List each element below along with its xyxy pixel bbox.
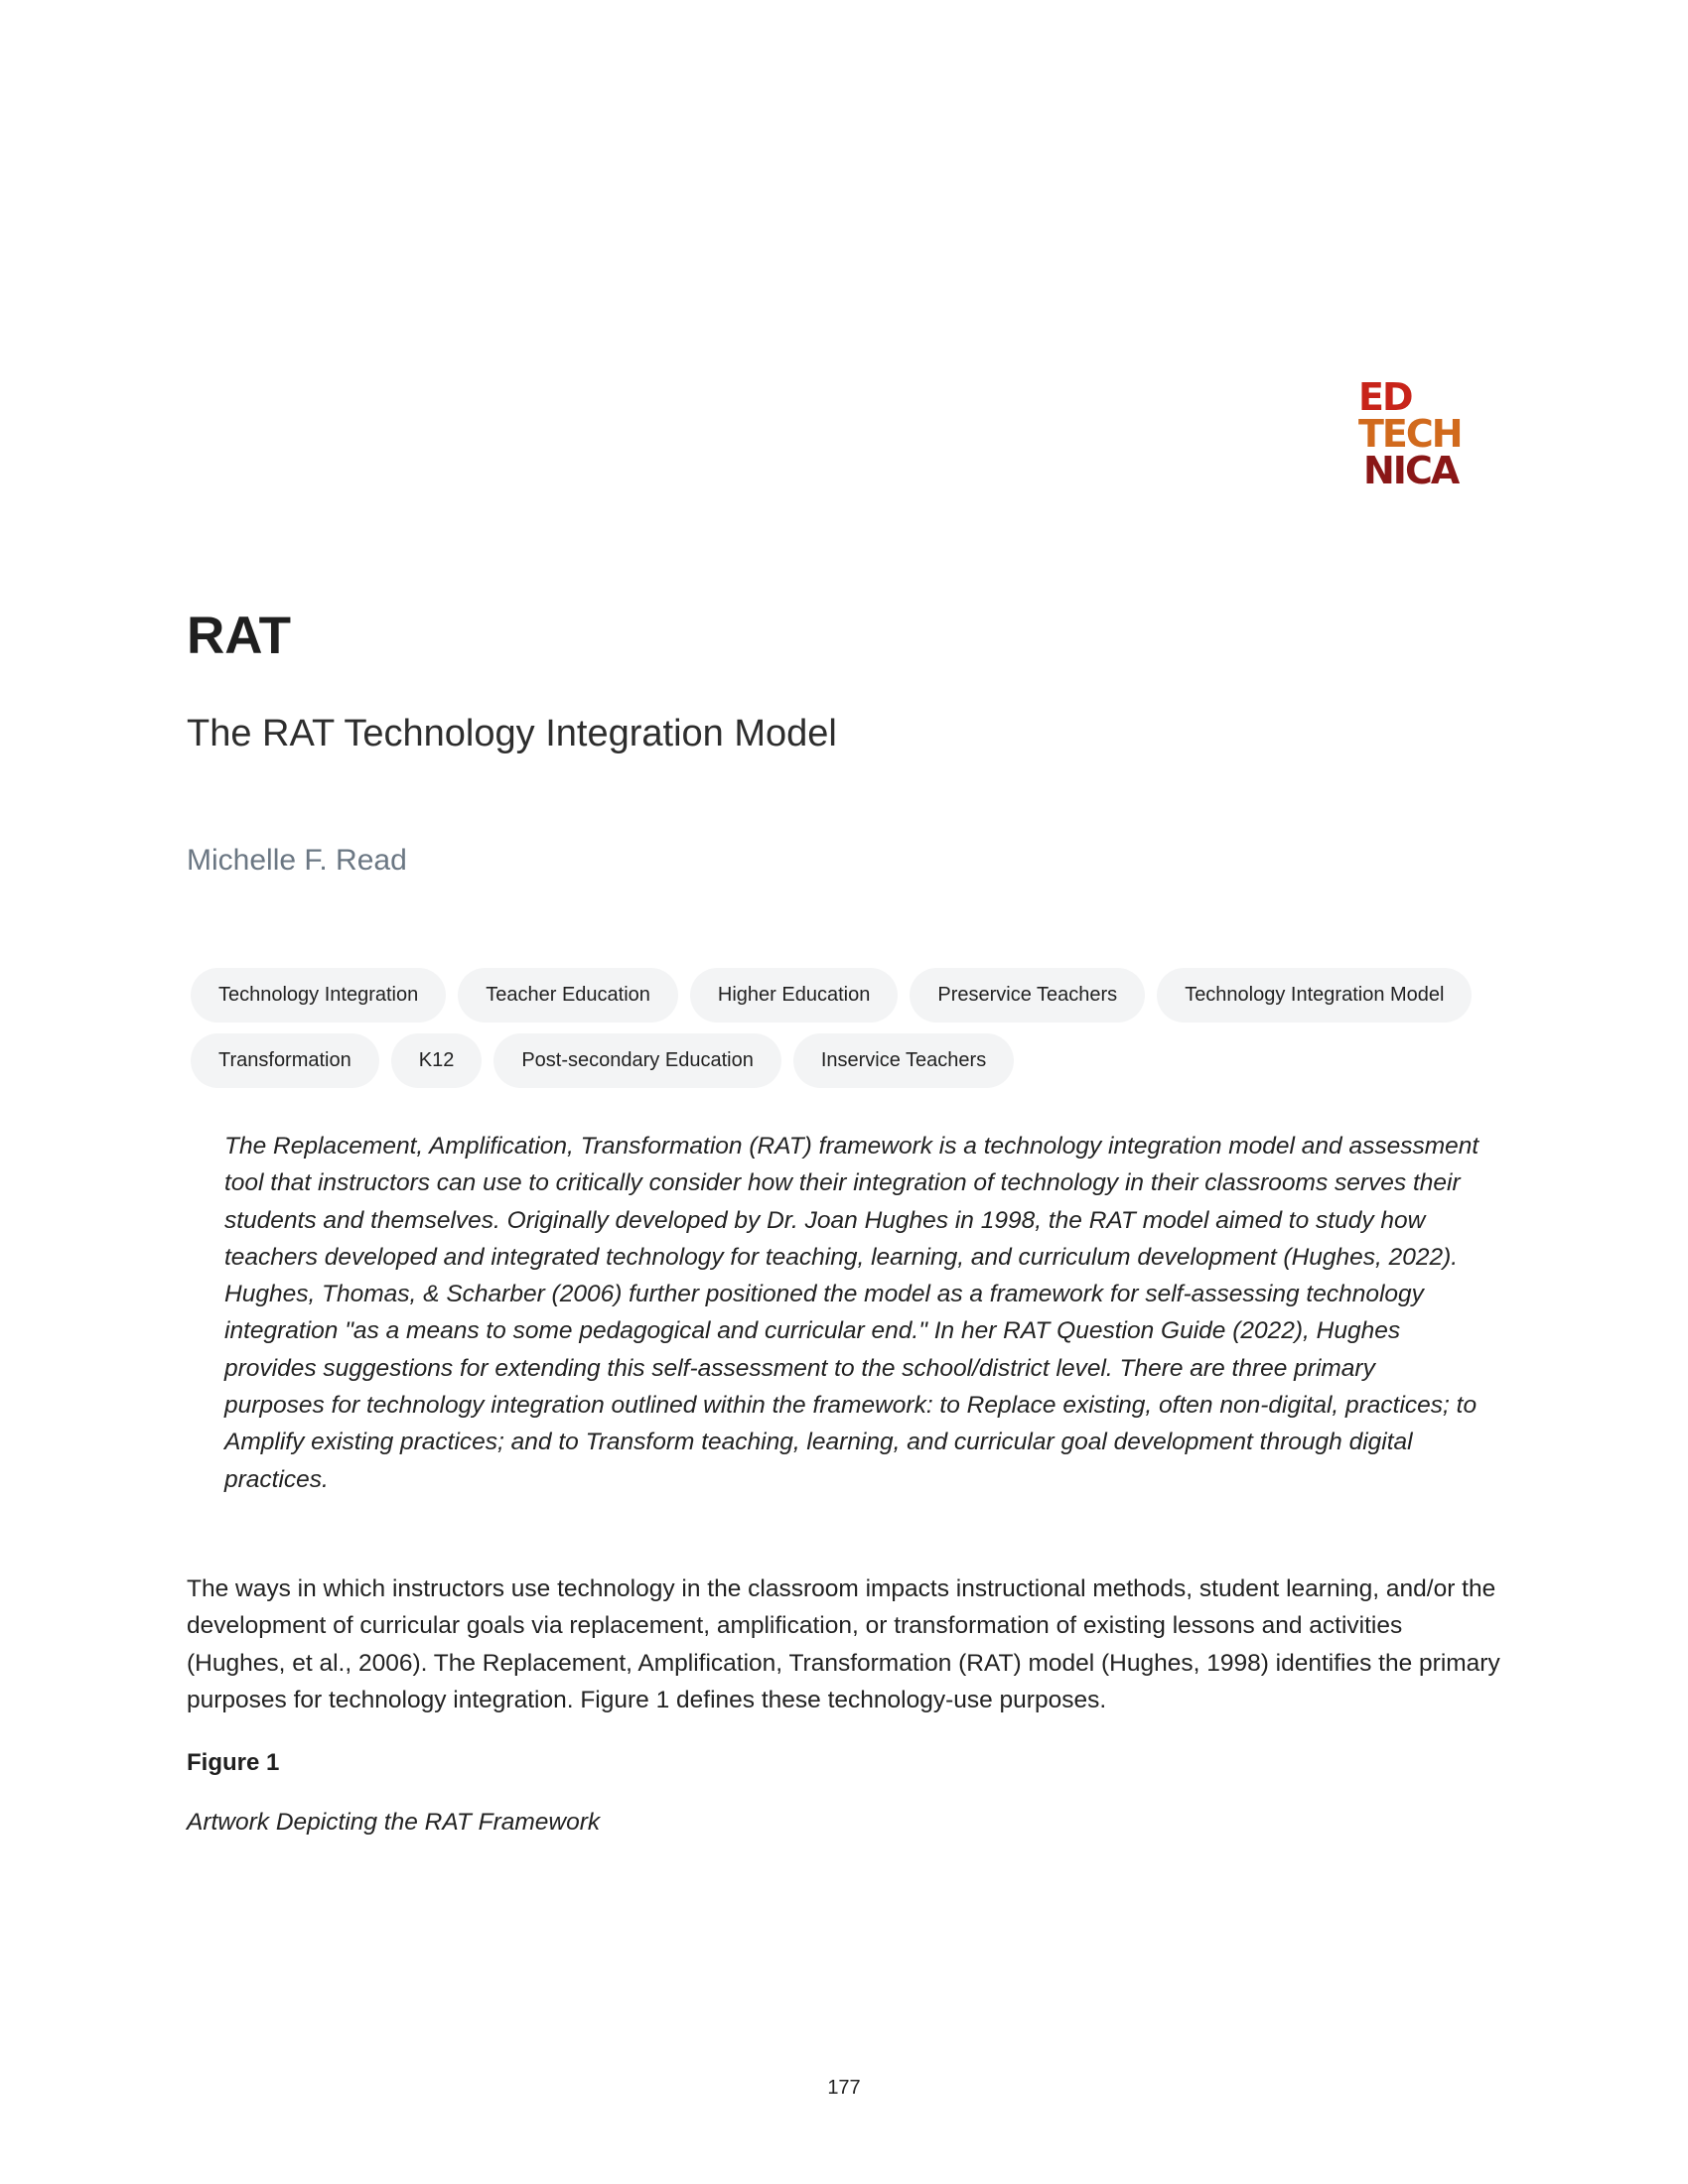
- tag-technology-integration-model[interactable]: Technology Integration Model: [1157, 968, 1472, 1023]
- logo-line-2: TECH: [1358, 412, 1462, 456]
- tag-technology-integration[interactable]: Technology Integration: [191, 968, 446, 1023]
- author-name: Michelle F. Read: [187, 844, 407, 877]
- tag-preservice-teachers[interactable]: Preservice Teachers: [910, 968, 1145, 1023]
- logo-line-3: NICA: [1363, 449, 1459, 492]
- tag-k12[interactable]: K12: [391, 1033, 483, 1088]
- figure-caption: Artwork Depicting the RAT Framework: [187, 1809, 601, 1836]
- tag-post-secondary-education[interactable]: Post-secondary Education: [493, 1033, 780, 1088]
- abstract: The Replacement, Amplification, Transformation (RAT) framework is a technology integration model and assessment tool that instructors can use to critically consider how their integration of technology in their classrooms serves their students and themselves. Originally developed by Dr. Joan Hughes in 1998, the RAT model aimed to study how teachers developed and integrated technology for teaching, learning, and curriculum development (Hughes, 2022). Hughes, Thomas, & Scharber (2006) further positioned the model as a framework for self-assessing technology integration "as a means to some pedagogical and curricular end." In her RAT Question Guide (2022), Hughes provides suggestions for extending this self-assessment to the school/district level. There are three primary purposes for technology integration outlined within the framework: to Replace existing, often non-digital, practices; to Amplify existing practices; and to Transform teaching, learning, and curricular goal development through digital practices.: [224, 1133, 1479, 1493]
- keyword-tags: [191, 968, 1501, 1088]
- edtechnica-logo: [1358, 375, 1477, 492]
- page-number: 177: [827, 2077, 861, 2099]
- tag-teacher-education[interactable]: Teacher Education: [458, 968, 678, 1023]
- tag-inservice-teachers[interactable]: Inservice Teachers: [793, 1033, 1014, 1088]
- tag-transformation[interactable]: Transformation: [191, 1033, 379, 1088]
- logo-line-1: ED: [1358, 375, 1412, 419]
- figure-label: Figure 1: [187, 1749, 280, 1776]
- chapter-title: RAT: [187, 607, 291, 665]
- chapter-subtitle: The RAT Technology Integration Model: [187, 713, 837, 754]
- tag-higher-education[interactable]: Higher Education: [690, 968, 898, 1023]
- body-paragraph: The ways in which instructors use technology in the classroom impacts instructional methods, student learning, and/or the development of curricular goals via replacement, amplification, or transformation of existing lessons and activities (Hughes, et al., 2006). The Replacement, Amplification, Transformation (RAT) model (Hughes, 1998) identifies the primary purposes for technology integration. Figure 1 defines these technology-use purposes.: [187, 1575, 1500, 1713]
